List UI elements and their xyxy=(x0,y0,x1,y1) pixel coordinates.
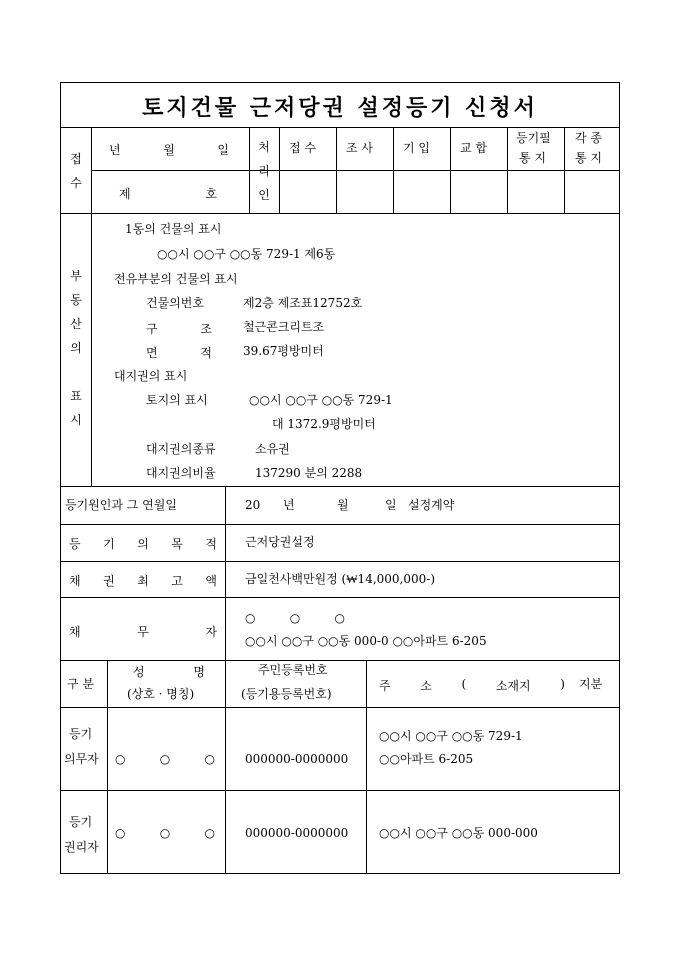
obligee-name-char: ○ xyxy=(115,826,126,840)
structure-label xyxy=(146,320,212,337)
col-various-top: 각 종 xyxy=(575,131,602,145)
receipt-side-char: 접 xyxy=(70,152,82,166)
obligor-name-char: ○ xyxy=(115,752,126,766)
divider xyxy=(336,127,337,213)
receipt-side-label xyxy=(66,147,86,195)
divider xyxy=(91,127,92,213)
obligor-name-char: ○ xyxy=(204,752,215,766)
col-receipt: 접 수 xyxy=(289,141,316,155)
property-side-char: 부 xyxy=(70,269,82,283)
address-header-char: 소재지 xyxy=(495,679,531,693)
obligee-name-char: ○ xyxy=(204,826,215,840)
purpose-char: 등 xyxy=(69,537,81,551)
divider xyxy=(61,597,619,598)
max-claim-char: 액 xyxy=(205,574,217,588)
divider xyxy=(61,524,619,525)
receipt-side-char: 수 xyxy=(70,176,82,190)
divider xyxy=(279,127,280,213)
building-address: ○○시 ○○구 ○○동 729-1 제6동 xyxy=(157,247,336,261)
form-title: 토지건물 근저당권 설정등기 신청서 xyxy=(142,95,538,121)
obligee-label-top: 등기 xyxy=(69,815,93,829)
area-label xyxy=(146,344,212,361)
divider xyxy=(61,660,619,661)
application-form xyxy=(60,82,620,874)
process-char: 리 xyxy=(258,164,270,178)
right-type-value: 소유권 xyxy=(255,442,290,456)
cause-month-unit: 월 xyxy=(337,498,349,512)
id-header-top: 주민등록번호 xyxy=(258,663,328,677)
purpose-char: 목 xyxy=(171,537,183,551)
debtor-label xyxy=(69,623,217,640)
divider xyxy=(61,486,619,487)
max-claim-char: 채 xyxy=(69,574,81,588)
unit-heading: 전유부분의 건물의 표시 xyxy=(114,272,238,286)
purpose-char: 적 xyxy=(205,537,217,551)
max-claim-char: 고 xyxy=(171,574,183,588)
obligee-id: 000000-0000000 xyxy=(245,826,349,840)
divider xyxy=(61,213,619,214)
property-side-char: 시 xyxy=(70,413,82,427)
debtor-name-char: ○ xyxy=(334,611,345,625)
col-entry: 기 입 xyxy=(403,141,430,155)
col-notice-bottom: 통 지 xyxy=(519,151,546,165)
obligor-name-char: ○ xyxy=(159,752,171,766)
debtor-address: ○○시 ○○구 ○○동 000-0 ○○아파트 6-205 xyxy=(245,634,487,648)
obligee-name xyxy=(115,826,215,840)
unit-number-label: 건물의번호 xyxy=(146,296,204,310)
land-label: 토지의 표시 xyxy=(146,393,208,407)
max-claim-char: 권 xyxy=(103,574,115,588)
address-header xyxy=(379,677,565,694)
structure-char: 조 xyxy=(200,322,212,336)
obligor-label-bottom: 의무자 xyxy=(64,752,99,766)
divider xyxy=(225,660,226,874)
obligor-address-line1: ○○시 ○○구 ○○동 729-1 xyxy=(379,729,523,743)
col-notice-top: 등기필 xyxy=(516,131,551,145)
area-char: 적 xyxy=(200,346,212,360)
col-check: 교 합 xyxy=(460,141,487,155)
cause-year-unit: 년 xyxy=(283,498,295,512)
property-side-char: 산 xyxy=(70,317,82,331)
obligee-address: ○○시 ○○구 ○○동 000-000 xyxy=(379,826,538,840)
name-header-bottom: (상호 · 명칭) xyxy=(127,687,195,701)
property-side-char: 의 xyxy=(70,341,82,355)
property-side-char xyxy=(66,360,86,384)
debtor-char: 채 xyxy=(69,625,81,639)
divider xyxy=(393,127,394,213)
divider xyxy=(279,170,619,171)
address-header-char: 소 xyxy=(420,679,432,693)
divider xyxy=(61,127,619,128)
name-header-top xyxy=(133,663,205,680)
obligee-name-char: ○ xyxy=(159,826,171,840)
max-claim-char: 최 xyxy=(137,574,149,588)
max-claim-label xyxy=(69,572,217,589)
number-suffix: 호 xyxy=(205,187,217,201)
area-value: 39.67평방미터 xyxy=(243,344,324,358)
debtor-char: 무 xyxy=(137,625,149,639)
divider xyxy=(564,127,565,213)
divider xyxy=(225,486,226,660)
property-side-label xyxy=(66,264,86,432)
purpose-value: 근저당권설정 xyxy=(245,535,315,549)
debtor-name-char: ○ xyxy=(245,611,256,625)
structure-char: 구 xyxy=(146,322,158,336)
cause-reason: 설정계약 xyxy=(408,498,455,512)
debtor-char: 자 xyxy=(205,625,217,639)
id-header-bottom: (등기용등록번호) xyxy=(241,687,332,701)
divider xyxy=(91,213,92,486)
cause-label: 등기원인과 그 연월일 xyxy=(65,498,177,512)
date-label xyxy=(109,141,229,158)
month-label: 월 xyxy=(163,143,175,157)
purpose-label xyxy=(69,535,217,552)
obligor-label-top: 등기 xyxy=(69,727,93,741)
number-label xyxy=(119,185,217,202)
year-label: 년 xyxy=(109,143,121,157)
day-label: 일 xyxy=(217,143,229,157)
property-side-char: 동 xyxy=(70,293,82,307)
purpose-char: 의 xyxy=(137,537,149,551)
obligor-name xyxy=(115,752,215,766)
divider xyxy=(61,561,619,562)
cause-year: 20 xyxy=(245,498,261,512)
building-heading: 1동의 건물의 표시 xyxy=(125,222,222,236)
divider xyxy=(61,707,619,708)
divider xyxy=(507,127,508,213)
col-inspect: 조 사 xyxy=(346,141,373,155)
division-label: 구 분 xyxy=(67,677,94,691)
address-header-char: 주 xyxy=(379,679,391,693)
right-ratio-value: 137290 분의 2288 xyxy=(255,466,363,480)
name-header-char: 성 xyxy=(133,665,145,679)
divider xyxy=(61,790,619,791)
cause-day-unit: 일 xyxy=(385,498,397,512)
land-right-heading: 대지권의 표시 xyxy=(114,369,188,383)
process-label xyxy=(254,135,274,207)
process-char: 인 xyxy=(258,188,270,202)
share-header: 지분 xyxy=(579,677,603,691)
divider xyxy=(366,660,367,874)
property-side-char: 표 xyxy=(70,389,82,403)
divider xyxy=(91,170,279,171)
debtor-name-char: ○ xyxy=(289,611,301,625)
max-claim-value: 금일천사백만원정 (₩14,000,000-) xyxy=(245,572,436,586)
area-char: 면 xyxy=(146,346,158,360)
address-header-char: ( xyxy=(461,677,467,691)
col-various-bottom: 통 지 xyxy=(575,151,602,165)
right-type-label: 대지권의종류 xyxy=(146,442,216,456)
name-header-char: 명 xyxy=(193,665,205,679)
divider xyxy=(107,660,108,874)
purpose-char: 기 xyxy=(103,537,115,551)
obligee-label-bottom: 권리자 xyxy=(64,840,99,854)
debtor-name xyxy=(245,611,345,625)
address-header-char: ) xyxy=(560,677,565,691)
unit-number-value: 제2층 제조표12752호 xyxy=(243,296,363,310)
right-ratio-label: 대지권의비율 xyxy=(146,466,216,480)
land-address: ○○시 ○○구 ○○동 729-1 xyxy=(249,393,393,407)
divider xyxy=(249,127,250,213)
process-char: 처 xyxy=(258,140,270,154)
structure-value: 철근콘크리트조 xyxy=(243,320,325,334)
obligor-id: 000000-0000000 xyxy=(245,752,349,766)
land-area: 대 1372.9평방미터 xyxy=(272,417,376,431)
obligor-address-line2: ○○아파트 6-205 xyxy=(379,752,474,766)
divider xyxy=(450,127,451,213)
number-prefix: 제 xyxy=(119,187,131,201)
